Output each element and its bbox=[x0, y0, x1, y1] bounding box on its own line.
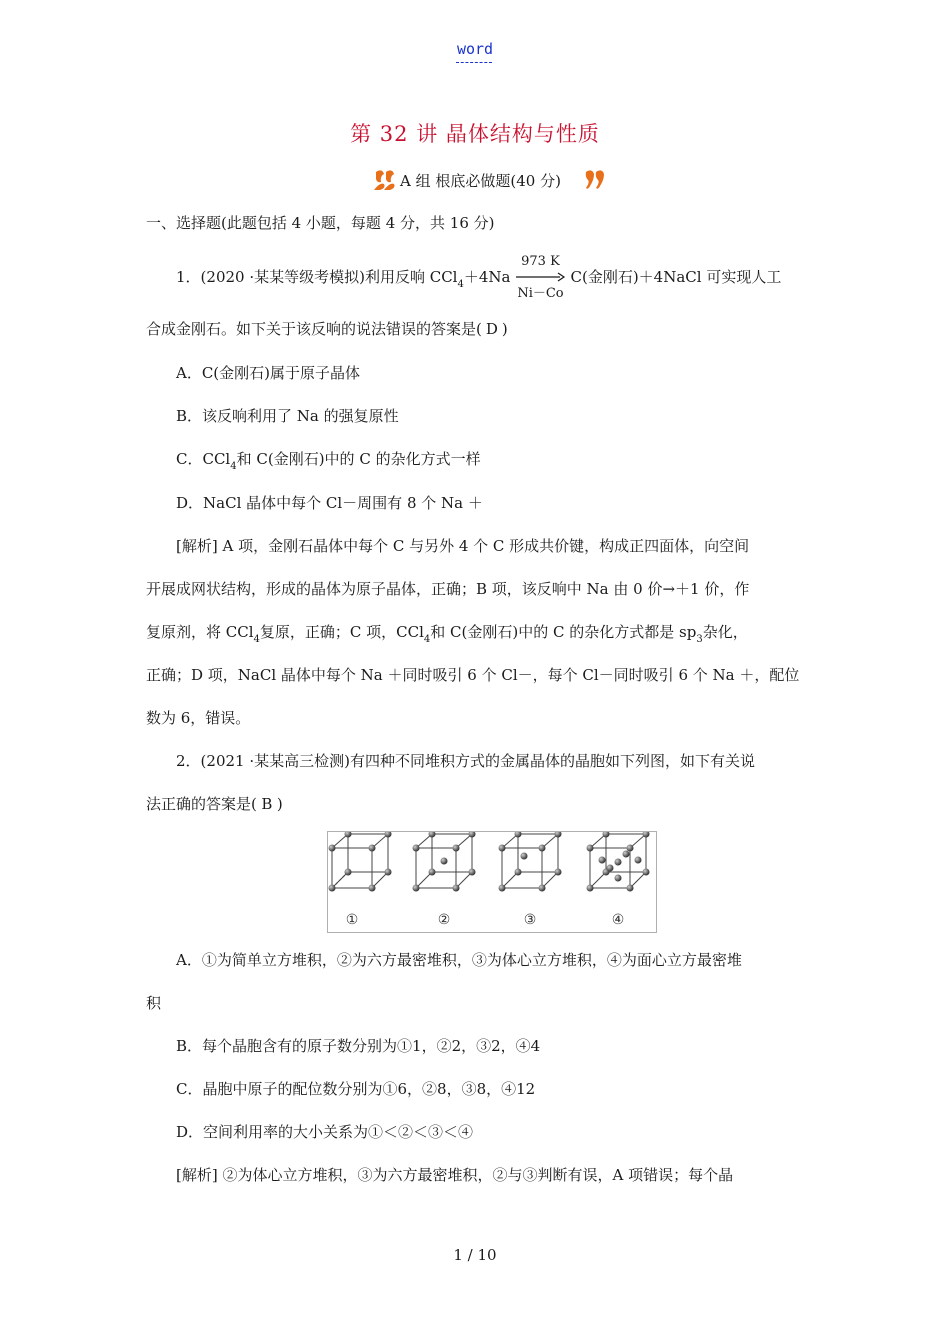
figure-label-4: ④ bbox=[611, 912, 625, 928]
q1-ex3-part2: 复原，正确；C 项，CCl bbox=[259, 623, 424, 641]
q1-explanation-line1: [解析] A 项，金刚石晶体中每个 C 与另外 4 个 C 形成共价键，构成正四面体，向空间 bbox=[176, 537, 750, 555]
figure-label-3: ③ bbox=[523, 912, 537, 928]
q1-option-b: B．该反响利用了 Na 的强复原性 bbox=[176, 407, 399, 425]
q1-paren-close: ) bbox=[501, 320, 508, 338]
subscript: 4 bbox=[423, 634, 431, 645]
page-number: 1 / 10 bbox=[453, 1246, 497, 1264]
q1-stem-line2 bbox=[146, 318, 508, 339]
q1-explanation-line4: 正确；D 项，NaCl 晶体中每个 Na ＋同时吸引 6 个 Cl－，每个 Cl－同时吸引 6 个 Na ＋，配位 bbox=[146, 666, 800, 684]
section-heading: 一、选择题(此题包括 4 小题，每题 4 分，共 16 分) bbox=[146, 214, 495, 232]
close-quote-icon bbox=[582, 168, 608, 192]
q1-stem-line1 bbox=[176, 254, 782, 301]
q1-stem-part1: 1．(2020 ·某某等级考模拟)利用反响 CCl bbox=[176, 268, 458, 286]
q2-paren-close: ) bbox=[276, 795, 283, 813]
unit-cell-diagram bbox=[328, 832, 656, 932]
unit-cell-4 bbox=[587, 832, 650, 892]
q1-ex3-part1: 复原剂，将 CCl bbox=[146, 623, 254, 641]
group-banner bbox=[372, 168, 610, 192]
arrow-icon bbox=[514, 272, 566, 282]
q2-option-c: C．晶胞中原子的配位数分别为①6，②8，③8，④12 bbox=[176, 1080, 536, 1098]
reaction-condition-top: 973 K bbox=[521, 254, 560, 269]
unit-cell-2 bbox=[413, 832, 476, 892]
q2-stem-line1: 2．(2021 ·某某高三检测)有四种不同堆积方式的金属晶体的晶胞如下列图，如下有关说 bbox=[176, 752, 755, 770]
q1-stem-part2: ＋4Na bbox=[463, 268, 511, 286]
q1-option-d: D．NaCl 晶体中每个 Cl－周围有 8 个 Na ＋ bbox=[176, 494, 483, 512]
q1-answer: D bbox=[485, 320, 498, 338]
header-word-link[interactable]: word bbox=[456, 40, 494, 58]
q1-explanation-line5: 数为 6，错误。 bbox=[146, 709, 251, 727]
q1-stem-line2-text: 合成金刚石。如下关于该反响的说法错误的答案是( bbox=[146, 320, 482, 338]
q2-stem-line2-text: 法正确的答案是( bbox=[146, 795, 257, 813]
q2-option-b: B．每个晶胞含有的原子数分别为①1，②2，③2，④4 bbox=[176, 1037, 541, 1055]
q1-option-c-part2: 和 C(金刚石)中的 C 的杂化方式一样 bbox=[236, 450, 481, 468]
subscript: 4 bbox=[457, 279, 464, 290]
reaction-condition-bottom: Ni－Co bbox=[517, 286, 564, 301]
header-underline bbox=[456, 62, 492, 63]
q2-explanation-line1: [解析] ②为体心立方堆积，③为六方最密堆积，②与③判断有误，A 项错误；每个晶 bbox=[176, 1166, 734, 1184]
unit-cell-figure bbox=[327, 831, 657, 933]
group-label: A 组 根底必做题(40 分) bbox=[400, 172, 561, 190]
q1-stem-part3: C(金刚石)＋4NaCl 可实现人工 bbox=[570, 268, 782, 286]
q2-option-a-line2: 积 bbox=[146, 994, 162, 1012]
q1-option-a: A．C(金刚石)属于原子晶体 bbox=[176, 364, 361, 382]
unit-cell-3 bbox=[499, 832, 562, 892]
q1-ex3-part3: 和 C(金刚石)中的 C 的杂化方式都是 sp bbox=[430, 623, 697, 641]
subscript: 4 bbox=[253, 634, 260, 645]
q2-answer: B bbox=[261, 795, 273, 813]
q1-ex3-part4: 杂化， bbox=[702, 623, 748, 641]
figure-label-2: ② bbox=[437, 912, 451, 928]
q2-option-a-line1: A．①为简单立方堆积，②为六方最密堆积，③为体心立方堆积，④为面心立方最密堆 bbox=[176, 951, 742, 969]
open-quote-icon bbox=[372, 168, 398, 192]
subscript: 3 bbox=[696, 634, 703, 645]
unit-cell-1 bbox=[329, 832, 392, 892]
q2-stem-line2 bbox=[146, 793, 283, 814]
q2-option-d: D．空间利用率的大小关系为①＜②＜③＜④ bbox=[176, 1123, 474, 1141]
q1-explanation-line2: 开展成网状结构，形成的晶体为原子晶体，正确；B 项，该反响中 Na 由 0 价→＋1 价，作 bbox=[146, 580, 750, 598]
subscript: 4 bbox=[230, 461, 237, 472]
reaction-arrow bbox=[514, 254, 566, 301]
q1-option-c bbox=[176, 448, 481, 472]
page-title: 第 32 讲 晶体结构与性质 bbox=[350, 122, 600, 146]
figure-label-1: ① bbox=[345, 912, 359, 928]
q1-explanation-line3 bbox=[146, 621, 748, 645]
q1-option-c-part1: C．CCl bbox=[176, 450, 231, 468]
